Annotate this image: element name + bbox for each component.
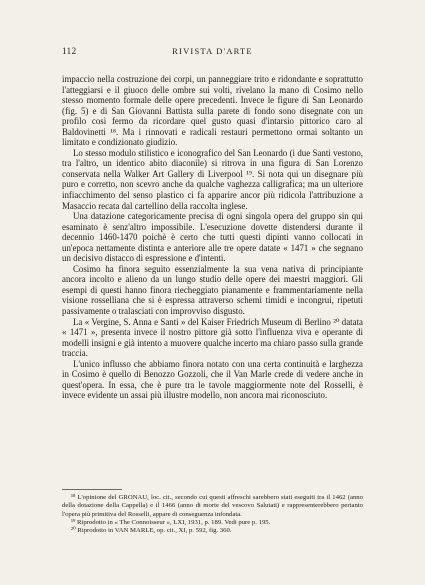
footnote: ¹⁹ Riprodotto in « The Connoisseur », LXI, 1931, p. 189. Vedi pure p. 195. <box>71 518 271 526</box>
footnote: ¹⁸ L'opinione del GRONAU, loc. cit., secondo cui questi affreschi sarebbero stati eseguiti tra il 1462 (anno della dotazione della Cappella) e il 1466 (anno di morte del vescovo Salutati) e rappresenterebbero pertanto l'opera più primitiva del Rosselli, appare di conseguenza infondata. <box>62 494 363 518</box>
footnote: ²⁰ Riprodotto in VAN MARLE, op. cit., XI, p. 592, fig. 360. <box>71 527 232 535</box>
running-title: RIVISTA D'ARTE <box>172 46 253 56</box>
paragraph: Lo stesso modulo stilistico e iconografico del San Leonardo (i due Santi vestono, tra l'altro, un identico abito diaconile) si ritrova in una figura di San Lorenzo conservata nella Walker Art Gallery di Liverpool ¹⁹. Si nota qui un disegnare più puro e corretto, non scevro anche da qualche vaghezza calligrafica; ma un ulteriore infiacchimento del senso plastico ci fa apparire ancor più ridicola l'attribuzione a Masaccio recata dal cartellino della raccolta inglese. <box>62 147 363 211</box>
footnote-separator <box>62 489 122 490</box>
paragraph: La « Vergine, S. Anna e Santi » del Kaiser Friedrich Museum di Berlino ²⁰ datata « 1471 », presenta invece il nostro pittore già sotto l'influenza viva e operante di modelli insigni e già intento a muovere qualche incerto ma chiaro passo sulla grande traccia. <box>62 316 363 359</box>
paragraph: Cosimo ha finora seguito essenzialmente la sua vena nativa di principiante ancora incolto e alieno da un lungo studio delle opere dei maestri maggiori. Gli esempi di questi hanno finora riecheggiato pianamente e frammentariamente nella visione rosselliana che si è espressa attraverso schemi timidi e incongrui, ripetuti passivamente o tralasciati con improvviso disgusto. <box>62 263 363 317</box>
page-header <box>62 46 363 58</box>
body-text <box>62 74 363 401</box>
paragraph: impaccio nella costruzione dei corpi, un panneggiare trito e ridondante e soprattutto l'atteggiarsi e il giuoco delle ombre sui volti, rivelano la mano di Cosimo nello stesso momento formale delle opere precedenti. Invece le figure di San Leonardo (fig. 5) e di San Giovanni Battista sulla parete di fondo sono disegnate con un profilo così fermo da ricordare quel gusto quasi d'intarsio pittorico caro al Baldovinetti ¹⁸. Ma i rinnovati e radicali restauri permettono ormai soltanto un limitato e condizionato giudizio. <box>62 74 363 148</box>
footnotes <box>62 494 363 535</box>
page-number: 112 <box>62 46 77 56</box>
paragraph: Una datazione categoricamente precisa di ogni singola opera del gruppo sin qui esaminato è senz'altro impossibile. L'esecuzione dovette distendersi durante il decennio 1460-1470 poichè è certo che tutti questi dipinti vanno collocati in un'epoca nettamente distinta e anteriore alle tre opere datate « 1471 » che segnano un decisivo distacco di espressione e d'intenti. <box>62 211 363 264</box>
paragraph: L'unico influsso che abbiamo finora notato con una certa continuità e larghezza in Cosimo è quello di Benozzo Gozzoli, che il Van Marle crede di vedere anche in quest'opera. In essa, che è pure tra le tavole maggiormente note del Rosselli, è invece evidente un assai più illustre modello, non ancora mai riconosciuto. <box>62 358 363 401</box>
